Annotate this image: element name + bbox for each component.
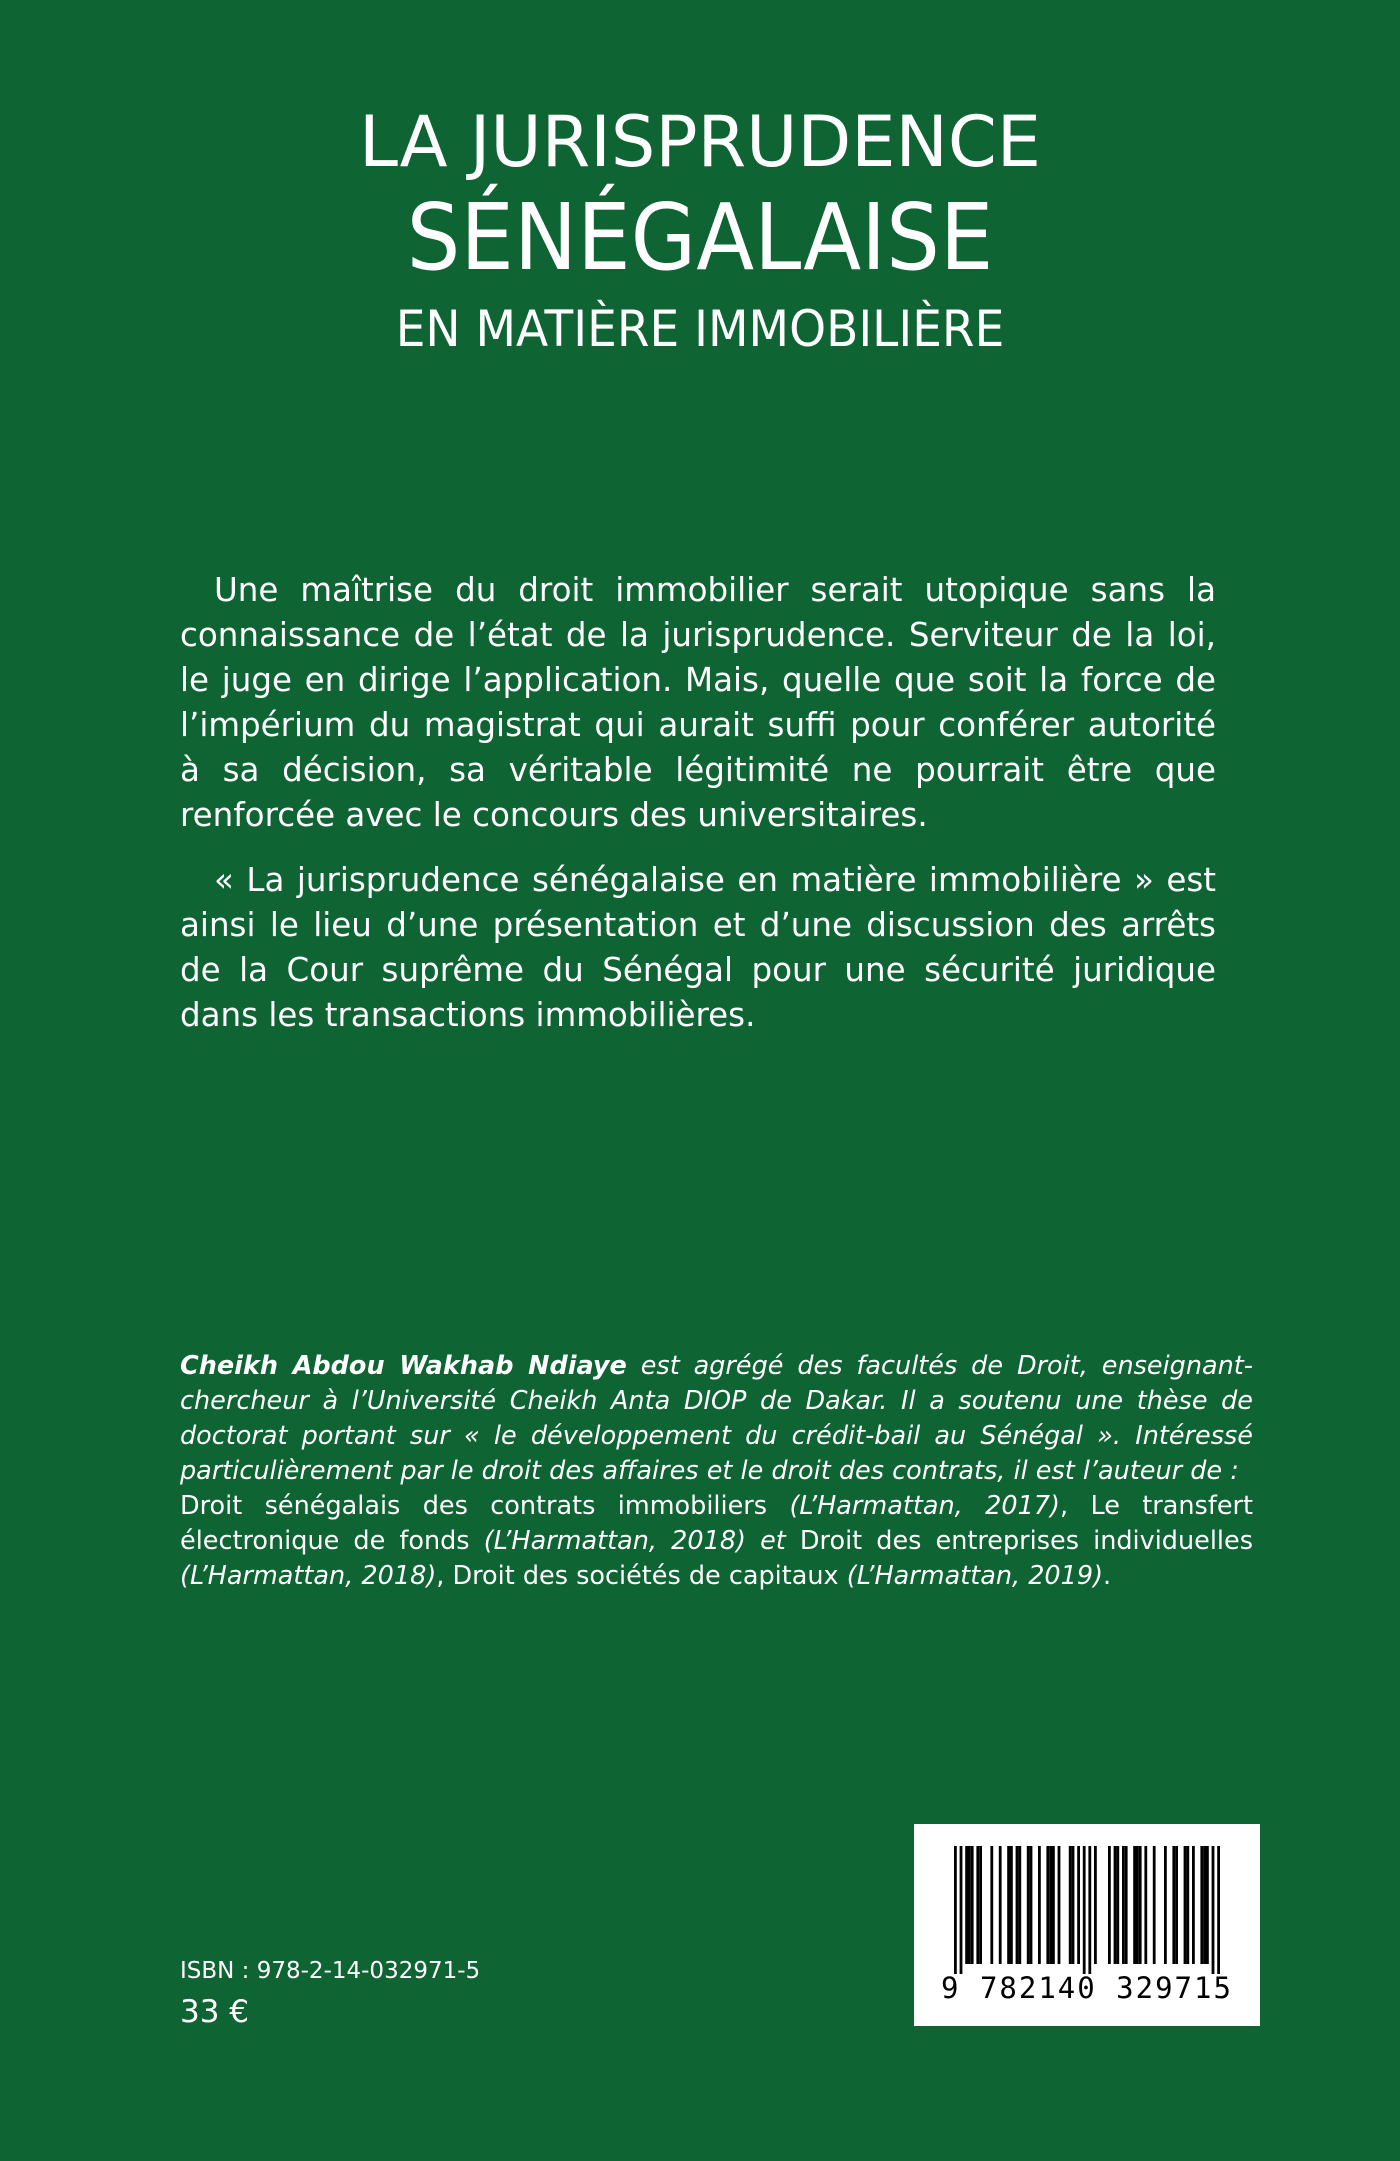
work-4-title: Droit des sociétés de capitaux <box>452 1561 847 1591</box>
barcode-bar <box>971 1846 974 1964</box>
author-name: Cheikh Abdou Wakhab Ndiaye <box>180 1351 627 1381</box>
work-4-publisher: (L’Harmattan, 2019) <box>846 1561 1104 1591</box>
barcode-bar <box>1217 1846 1220 1974</box>
barcode-bar <box>1203 1846 1206 1964</box>
barcode-bar <box>1139 1846 1142 1964</box>
barcode-bar <box>1153 1846 1156 1964</box>
book-summary <box>180 568 1216 1058</box>
barcode-bar <box>1175 1846 1178 1964</box>
barcode-bar <box>1069 1846 1072 1964</box>
barcode-bar <box>1184 1846 1187 1964</box>
barcode-bar <box>968 1846 971 1964</box>
barcode-bar <box>990 1846 993 1964</box>
barcode-bar <box>1114 1846 1117 1964</box>
barcode-bar <box>1144 1846 1147 1964</box>
barcode-digits: 9 782140 329715 <box>941 1971 1233 2005</box>
barcode-bar <box>960 1846 963 1974</box>
barcode-bar <box>979 1846 982 1964</box>
book-title <box>0 100 1400 362</box>
barcode-bar <box>999 1846 1002 1964</box>
summary-paragraph-2: « La jurisprudence sénégalaise en matière immobilière » est ainsi le lieu d’une présentation et d’une discussion des arrêts de la Cour suprême du Sénégal pour une sécurité juridique dans les transactions immobilières. <box>180 861 1216 1034</box>
barcode-bar <box>1200 1846 1203 1964</box>
barcode-bar <box>1058 1846 1061 1964</box>
separator-2: , <box>436 1561 453 1591</box>
barcode-bar <box>1010 1846 1013 1964</box>
work-1-title: Droit sénégalais des contrats immobiliers <box>180 1491 790 1521</box>
author-works <box>180 1491 1253 1591</box>
barcode-bar <box>1018 1846 1021 1964</box>
barcode-bar <box>1186 1846 1189 1964</box>
title-line-2: SÉNÉGALAISE <box>406 184 994 291</box>
barcode-bar <box>954 1846 957 1974</box>
barcode-bar <box>1125 1846 1128 1964</box>
work-3-title: Droit des entreprises individuelles <box>799 1526 1253 1556</box>
isbn-text: ISBN : 978-2-14-032971-5 <box>180 1958 481 1984</box>
bio-end: . <box>1103 1561 1112 1591</box>
author-description: est agrégé des facultés de Droit, enseignant-chercheur à l’Université Cheikh Anta DIOP de Dakar. Il a soutenu une thèse de doctorat portant sur « le développement du crédit-bail au Sénégal ». Intéressé particulièrement par le droit des affaires et le droit des contrats, il est l’auteur de : <box>180 1351 1253 1486</box>
barcode-bar <box>1016 1846 1019 1964</box>
work-3-publisher: (L’Harmattan, 2018) <box>180 1561 437 1591</box>
barcode-bar <box>1030 1846 1033 1964</box>
price-text: 33 € <box>180 1994 250 2030</box>
title-line-3: EN MATIÈRE IMMOBILIÈRE <box>395 300 1005 358</box>
barcode-bar <box>1133 1846 1136 1964</box>
barcode-bar <box>1077 1846 1080 1964</box>
barcode-bar <box>1027 1846 1030 1964</box>
barcode-bar <box>1164 1846 1167 1964</box>
barcode-bar <box>1122 1846 1125 1964</box>
work-1-publisher: (L’Harmattan, 2017) <box>789 1491 1060 1521</box>
barcode-bar <box>1052 1846 1055 1964</box>
barcode-bar <box>1108 1846 1111 1964</box>
title-line-1: LA JURISPRUDENCE <box>358 101 1042 183</box>
separator-1: , <box>1059 1491 1091 1521</box>
barcode-bar <box>1038 1846 1041 1964</box>
barcode-bar <box>1094 1846 1097 1964</box>
barcode-bar <box>1083 1846 1086 1974</box>
work-2-publisher: (L’Harmattan, 2018) et <box>483 1526 800 1556</box>
work-2-title: Le transfert électronique de fonds <box>180 1491 1253 1556</box>
barcode-bar <box>1088 1846 1091 1974</box>
barcode-bar <box>1116 1846 1119 1964</box>
barcode-bar <box>976 1846 979 1964</box>
barcode-bar <box>1206 1846 1209 1964</box>
barcode-bar <box>1049 1846 1052 1964</box>
barcode-bar <box>1072 1846 1075 1964</box>
barcode-bar <box>965 1846 968 1964</box>
barcode-bar <box>1172 1846 1175 1964</box>
barcode-bar <box>1046 1846 1049 1964</box>
author-bio <box>180 1349 1253 1594</box>
barcode <box>914 1824 1260 2026</box>
barcode-bar <box>1007 1846 1010 1964</box>
barcode-bar <box>1192 1846 1195 1964</box>
barcode-bar <box>1136 1846 1139 1964</box>
summary-paragraph-1: Une maîtrise du droit immobilier serait utopique sans la connaissance de l’état de la jurisprudence. Serviteur de la loi, le juge en dirige l’application. Mais, quelle que soit la force de l’impérium du magistrat qui aurait suffi pour conférer autorité à sa décision, sa véritable légitimité ne pourrait être que renforcée avec le concours des universitaires. <box>180 571 1216 834</box>
barcode-bar <box>1212 1846 1215 1974</box>
